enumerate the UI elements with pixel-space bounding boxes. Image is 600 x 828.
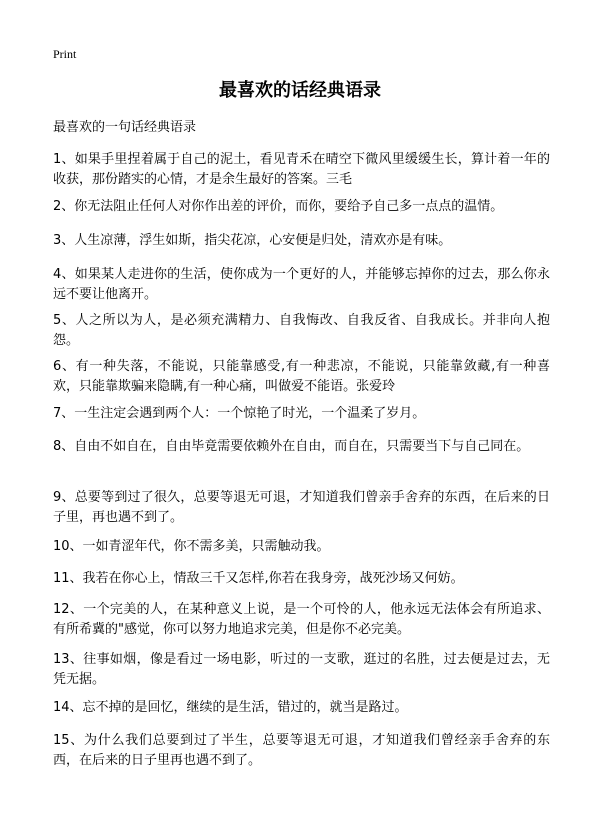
quote-item: 14、忘不掉的是回忆，继续的是生活，错过的，就当是路过。 bbox=[53, 700, 408, 715]
quote-item: 1、如果手里捏着属于自己的泥土，看见青禾在晴空下微风里缓缓生长，算计着一年的收获，那份踏实的心情，才是余生最好的答案。三毛 bbox=[53, 152, 550, 187]
quote-item: 13、往事如烟，像是看过一场电影，听过的一支歌，逛过的名胜，过去便是过去，无凭无据。 bbox=[53, 652, 550, 687]
quote-item: 11、我若在你心上，情敌三千又怎样,你若在我身旁，战死沙场又何妨。 bbox=[53, 571, 464, 586]
quote-item: 5、人之所以为人，是必须充满精力、自我悔改、自我反省、自我成长。并非向人抱怨。 bbox=[53, 313, 550, 348]
quote-item: 4、如果某人走进你的生活，使你成为一个更好的人，并能够忘掉你的过去，那么你永远不要让他离开。 bbox=[53, 267, 550, 302]
quote-item: 9、总要等到过了很久，总要等退无可退，才知道我们曾亲手舍弃的东西，在后来的日子里，再也遇不到了。 bbox=[53, 490, 550, 525]
print-link[interactable]: Print bbox=[53, 47, 77, 61]
article-subtitle: 最喜欢的一句话经典语录 bbox=[53, 120, 197, 135]
page-title: 最喜欢的话经典语录 bbox=[219, 80, 381, 101]
quote-item: 12、一个完美的人，在某种意义上说，是一个可怜的人，他永远无法体会有所追求、有所希冀的"感觉，你可以努力地追求完美，但是你不必完美。 bbox=[53, 602, 550, 637]
quote-item: 15、为什么我们总要到过了半生，总要等退无可退，才知道我们曾经亲手舍弃的东西，在后来的日子里再也遇不到了。 bbox=[53, 733, 550, 768]
quote-item: 2、你无法阻止任何人对你作出差的评价，而你，要给予自己多一点点的温情。 bbox=[53, 199, 504, 214]
quote-item: 3、人生凉薄，浮生如斯，指尖花凉，心安便是归处，清欢亦是有味。 bbox=[53, 233, 452, 248]
quote-item: 6、有一种失落，不能说，只能靠感受,有一种悲凉，不能说，只能靠敛藏,有一种喜欢，只能靠欺骗来隐瞒,有一种心痛，叫做爱不能语。张爱玲 bbox=[53, 359, 550, 394]
quote-item: 8、自由不如自在，自由毕竟需要依赖外在自由，而自在，只需要当下与自己同在。 bbox=[53, 439, 530, 454]
quote-item: 7、一生注定会遇到两个人：一个惊艳了时光，一个温柔了岁月。 bbox=[53, 406, 426, 421]
quote-item: 10、一如青涩年代，你不需多美，只需触动我。 bbox=[53, 539, 330, 554]
